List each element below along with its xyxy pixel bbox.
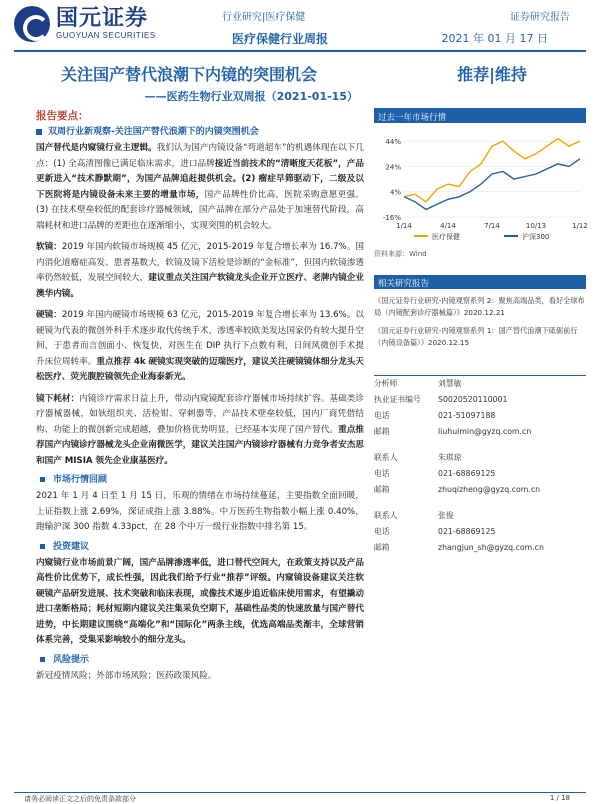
phone-value: 021-68869125 [438,469,496,478]
p1-body3: 高端耗材和进口品牌的差距也在逐渐缩小，实现突围的机会较大。 [36,205,364,231]
related-report-1[interactable]: 《国元证券行业研究-内镜观察系列 2：聚焦高端品类，看好全球布局（内镜配套诊疗器械篇）》2020.12.21 [374,296,585,317]
series-line-0 [404,139,580,202]
related-report-2[interactable]: 《国元证券行业研究-内镜观察系列 1：国产替代浪潮下砥砺前行（内镜设备篇）》2020.12.15 [374,326,578,347]
email-label: 邮箱 [374,485,390,494]
p3-lead: 硬镜： [36,310,62,320]
industry-tags: 行业研究|医疗保健 [222,12,306,23]
license-number: S0020520110001 [438,395,508,404]
sub-title: ——医药生物行业双周报（2021-01-15） [144,90,358,103]
section-investment-label: 投资建议 [53,541,90,552]
license-label: 执业证书编号 [374,395,421,404]
page-number: 1 / 18 [549,794,570,802]
paragraph-soft-scope [36,240,364,302]
logo-en: GUOYUAN SECURITIES [56,31,156,40]
report-date: 2021 年 01 月 17 日 [441,32,548,45]
p4-body: 内镜诊疗需求日益上升，带动内窥镜配套诊疗器械市场持续扩容。基础类诊疗器械器械，如钬组织夹、活检钳、穿刺器等，产品技术壁垒较低，国内厂商凭借结构、功能上的微创新完成超越，叠加价格优势明显，已经基本实现了国产替代。 [36,393,364,435]
section-market-review-label: 市场行情回顾 [53,475,108,485]
paragraph-consumables [36,392,364,470]
contact-name: 张俊 [438,511,454,520]
section-market-review [36,473,364,487]
section-new-view [36,125,364,139]
contact-role: 联系人 [374,511,398,520]
p2-bold: 建议重点关注国产软镜龙头企业开立医疗、老牌内镜企业澳华内镜。 [36,273,364,299]
related-heading: 相关研究报告 [374,275,586,289]
sidebar [374,108,586,556]
bullet-icon [40,544,45,549]
bullet-icon [40,477,45,482]
contact-role: 联系人 [374,453,398,462]
p2-lead: 软镜： [36,242,62,252]
rating: 推荐|维持 [457,65,527,84]
footer-divider [14,792,586,793]
contact-name: 朱琪琼 [438,453,462,462]
paragraph-hard-scope [36,308,364,386]
legend-label: 医疗保健 [432,233,460,241]
header-divider [14,50,586,52]
p1-lead: 国产替代是内窥镜行业主逻辑。 [36,143,157,153]
p3-body: 2019 年国内硬镜市场规模 63 亿元，2015-2019 年复合增长率为 13.6%。以硬镜为代表的微创外科手术逐步取代传统手术，渗透率较欧美发达国家仍有较大提升空间，于患者而言创面小、恢复快，对医生在 DIP 执行下点数有利，日间风微创手术提升床位周转率。 [36,310,364,367]
y-tick-label: 44% [385,138,401,147]
contact-2 [374,508,586,556]
phone-value: 021-68869125 [438,527,496,536]
market-chart-box [374,108,586,247]
page-header [0,0,600,54]
paragraph-market-review: 2021 年 1 月 4 日至 1 月 15 日，乐观的情绪在市场持续蔓延，主要指数全面回暖，上证指数上涨 2.69%，深证成指上涨 3.88%。中万医药生物指数小幅上涨 0.40%，跑输沪深 300 指数 4.33pct，在 28 个中万一级行业指数中排名第 15。 [36,491,364,532]
phone-value: 021-51097188 [438,411,496,420]
p1-body: 我们认为国产内镜设备“弯道超车”的机遇体现在以下几点：(1) 全高清图像已满足临床需求，进口品牌 [36,143,364,169]
paragraph-main-logic [36,141,364,234]
section-risk-label: 风险提示 [53,654,90,665]
logo-cn: 国元证券 [56,6,149,31]
p4-lead: 镜下耗材： [36,393,80,404]
report-title: 医疗保健行业周报 [232,32,329,46]
x-tick-label: 10/13 [525,222,547,230]
section-new-view-label: 双周行业新观察-关注国产替代浪潮下的内镜突围机会 [48,127,259,137]
footer-disclaimer: 请务必阅读正文之后的免责条款部分 [24,795,136,803]
p1-body2: 国产品牌性价比高，医院采购意愿更强。(3) 在技术壁垒较低的配套诊疗器械领域，国产品牌在部分产品处于加速替代阶段， [36,189,364,215]
x-tick-label: 1/12 [572,222,588,230]
email-link[interactable]: liuhuimin@gyzq.com.cn [438,427,532,436]
legend-label: 沪深300 [522,233,550,241]
summary-heading: 报告要点： [36,110,89,122]
bullet-icon [40,657,45,662]
x-tick-label: 4/14 [440,222,456,230]
y-tick-label: -16% [382,214,401,222]
email-link[interactable]: zhangjun_sh@gyzq.com.cn [438,543,544,552]
company-logo [14,6,156,42]
chart-source: 资料来源：Wind [374,250,427,258]
p2-body: 2019 年国内软镜市场规模 45 亿元，2015-2019 年复合增长率为 16.7%。国内消化道瘤症高发、患者基数大，软镜及镜下活检是诊断的“金标准”，但国内软镜渗透率仍然较低，发展空间较大， [36,242,364,283]
y-tick-label: 4% [389,188,401,197]
chart-title: 过去一年市场行情 [374,109,586,123]
p4-bold: 重点推荐国产内镜诊疗器械龙头企业南微医学，建议关注国产内镜诊疗器械有力竞争者安杰思和国产 MISIA 领先企业康基医疗。 [36,424,364,466]
contact-1 [374,450,586,498]
bullet-icon [36,129,42,135]
analyst-name: 刘慧敏 [438,379,462,388]
phone-label: 电话 [374,527,390,536]
paragraph-risk: 新冠疫情风险；外部市场风险；医药政策风险。 [36,670,217,681]
y-tick-label: 24% [385,163,401,172]
email-label: 邮箱 [374,543,390,552]
phone-label: 电话 [374,469,390,478]
analyst-1 [374,376,586,440]
report-body [36,108,364,684]
email-link[interactable]: zhuqizheng@gyzq.com.cn [438,485,541,494]
p1-bold: 接近当前技术的“清晰度天花板”，产品更新进入“技术静默期”，为国产品牌追赶提供机会。(2) 瘤症早筛驱动下，二级及以下医院将是内镜设备未来主要的增量市场， [36,158,365,200]
email-label: 邮箱 [374,427,390,436]
market-chart [374,123,586,243]
main-title: 关注国产替代浪潮下内镜的突围机会 [60,65,317,84]
logo-icon [14,6,50,42]
analyst-role: 分析师 [374,379,398,388]
section-investment [36,540,364,554]
x-tick-label: 7/14 [484,222,500,230]
analyst-info [374,375,586,556]
x-tick-label: 1/14 [396,222,412,230]
section-risk [36,653,364,667]
p3-bold: 重点推荐 4k 硬镜实现突破的迈瑞医疗，建议关注硬镜镜体细分龙头天松医疗、荧光腹腔镜领先企业海泰新光。 [36,356,364,382]
phone-label: 电话 [374,411,390,420]
paragraph-investment: 内窥镜行业市场前景广阔，国产品牌渗透率低，进口替代空间大，在政策支持以及产品高性价比优势下，成长性强，因此我们给予行业“推荐”评级。内窥镜设备建议关注软硬镜产品研发进展、技术突破和临床表现，或像技术逐步追近临床使用需求，有望撬动进口垄断格局；耗材短期内建议关注集采负空期下，基础性品类的快速放量与国产替代进势，中长期建议围绕“高端化”和“国际化”两条主线，优选高端品类渐丰，全球营销体系完善，受集采影响较小的细分龙头。 [36,557,364,645]
doc-type: 证券研究报告 [510,12,570,23]
